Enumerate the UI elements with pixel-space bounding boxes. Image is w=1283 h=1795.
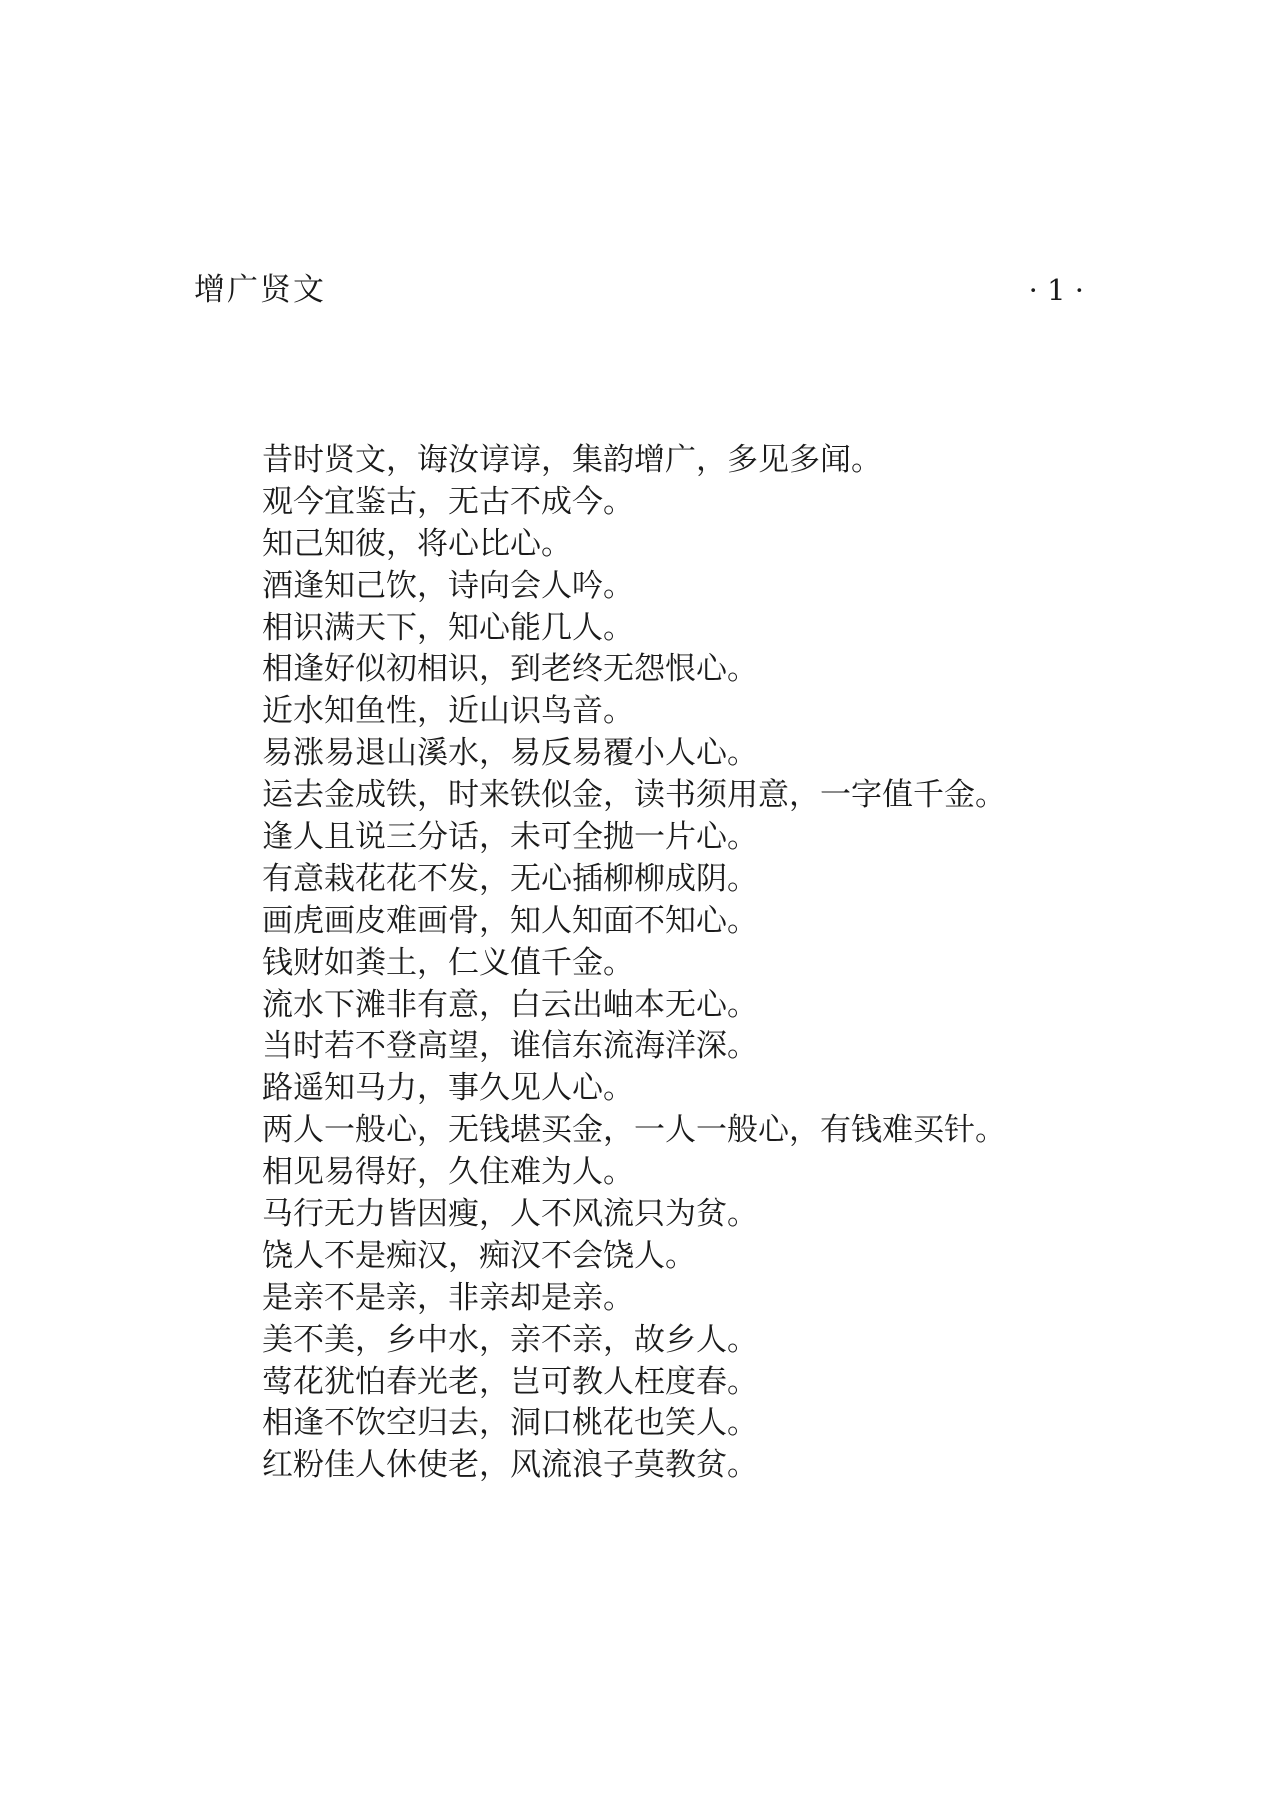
verse-line: 当时若不登高望，谁信东流海洋深。 [262, 1028, 758, 1065]
verse-line: 有意栽花花不发，无心插柳柳成阴。 [262, 860, 758, 897]
verse-line: 钱财如粪土，仁义值千金。 [262, 944, 634, 981]
verse-line: 饶人不是痴汉，痴汉不会饶人。 [262, 1237, 696, 1274]
verse-line: 红粉佳人休使老，风流浪子莫教贫。 [262, 1447, 758, 1484]
verse-line: 相逢好似初相识，到老终无怨恨心。 [262, 651, 758, 688]
verse-line: 相逢不饮空归去，洞口桃花也笑人。 [262, 1405, 758, 1442]
verse-line: 运去金成铁，时来铁似金，读书须用意，一字值千金。 [262, 777, 1006, 814]
verse-line: 路遥知马力，事久见人心。 [262, 1070, 634, 1107]
verse-line: 相识满天下，知心能几人。 [262, 609, 634, 646]
verse-line: 观今宜鉴古，无古不成今。 [262, 483, 634, 520]
verse-line: 是亲不是亲，非亲却是亲。 [262, 1279, 634, 1316]
verse-line: 流水下滩非有意，白云出岫本无心。 [262, 986, 758, 1023]
verse-list [262, 440, 1082, 1487]
running-header [194, 270, 1084, 310]
verse-line: 知己知彼，将心比心。 [262, 525, 572, 562]
verse-line: 逢人且说三分话，未可全抛一片心。 [262, 819, 758, 856]
verse-line: 相见易得好，久住难为人。 [262, 1154, 634, 1191]
verse-line: 马行无力皆因瘦，人不风流只为贫。 [262, 1196, 758, 1233]
verse-line: 两人一般心，无钱堪买金，一人一般心，有钱难买针。 [262, 1112, 1006, 1149]
verse-line: 昔时贤文，诲汝谆谆，集韵增广，多见多闻。 [262, 442, 882, 478]
page-number: · 1 · [1028, 273, 1084, 307]
verse-line: 易涨易退山溪水，易反易覆小人心。 [262, 735, 758, 772]
verse-line: 美不美，乡中水，亲不亲，故乡人。 [262, 1321, 758, 1358]
verse-line: 莺花犹怕春光老，岂可教人枉度春。 [262, 1363, 758, 1400]
verse-line: 酒逢知己饮，诗向会人吟。 [262, 567, 634, 604]
verse-line: 画虎画皮难画骨，知人知面不知心。 [262, 902, 758, 939]
book-title: 增广贤文 [194, 272, 326, 308]
verse-line: 近水知鱼性，近山识鸟音。 [262, 693, 634, 730]
